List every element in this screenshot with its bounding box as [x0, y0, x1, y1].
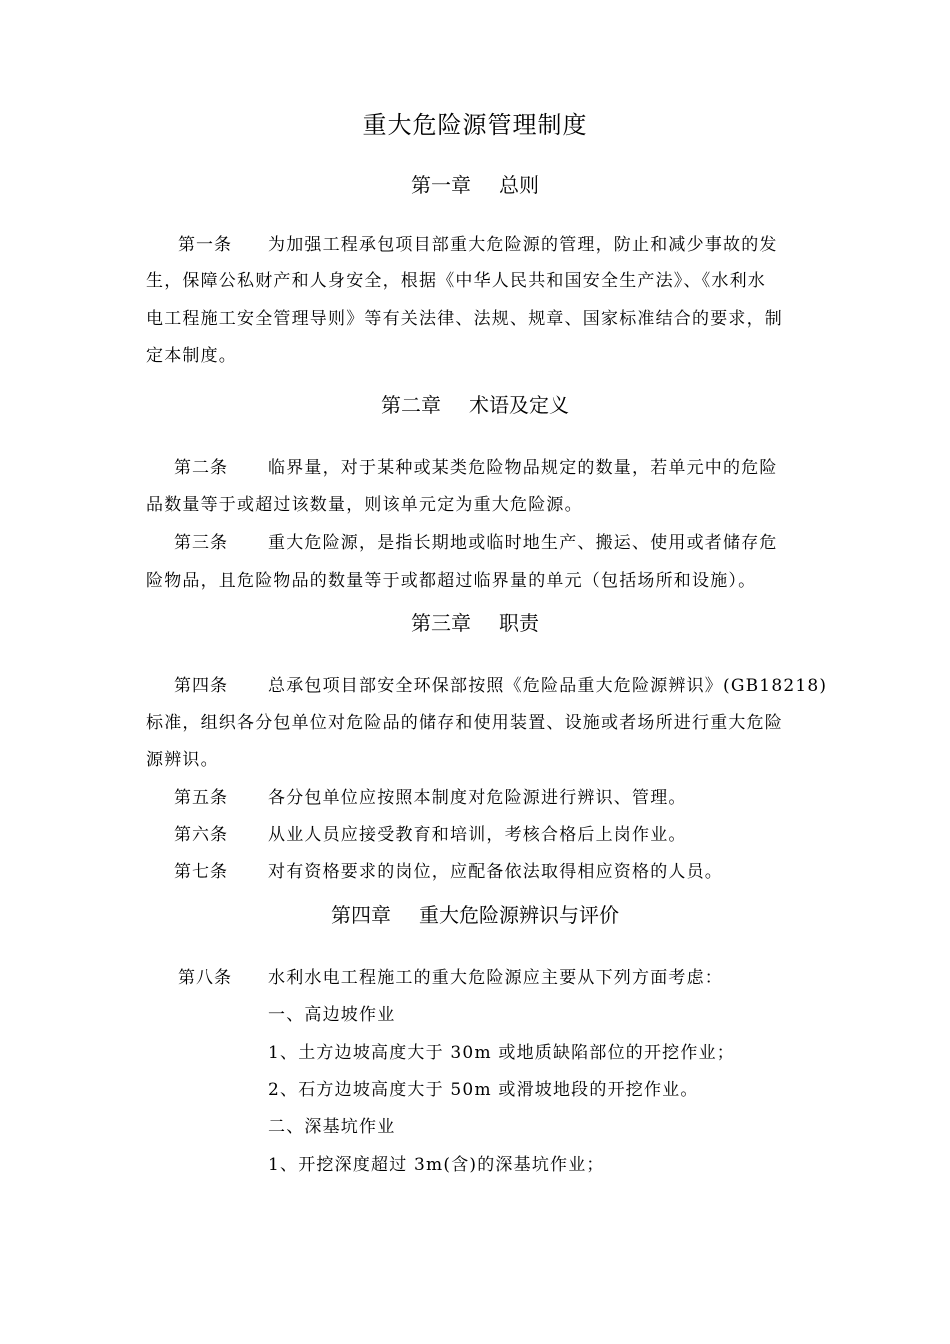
article-text: 各分包单位应按照本制度对危险源进行辨识、管理。	[268, 788, 687, 808]
chapter-name: 术语及定义	[469, 393, 569, 417]
list-item: 二、深基坑作业	[268, 1117, 396, 1137]
article-label: 第三条	[174, 533, 228, 553]
chapter-heading-4	[0, 900, 950, 930]
list-item: 1、土方边坡高度大于 30m 或地质缺陷部位的开挖作业；	[268, 1043, 735, 1063]
list-item: 1、开挖深度超过 3m(含)的深基坑作业；	[268, 1155, 605, 1175]
article-text: 险物品，且危险物品的数量等于或都超过临界量的单元（包括场所和设施）。	[146, 571, 757, 591]
chapter-name: 总则	[499, 173, 539, 197]
article-label: 第二条	[174, 458, 228, 478]
article-text: 临界量，对于某种或某类危险物品规定的数量，若单元中的危险	[268, 458, 778, 478]
article-text: 品数量等于或超过该数量，则该单元定为重大危险源。	[146, 495, 583, 515]
list-item: 2、石方边坡高度大于 50m 或滑坡地段的开挖作业。	[268, 1080, 699, 1100]
article-text: 为加强工程承包项目部重大危险源的管理，防止和减少事故的发	[268, 235, 778, 255]
article-text: 标准，组织各分包单位对危险品的储存和使用装置、设施或者场所进行重大危险	[146, 713, 783, 733]
chapter-heading-3	[0, 608, 950, 638]
article-text: 水利水电工程施工的重大危险源应主要从下列方面考虑：	[268, 968, 723, 988]
article-label: 第六条	[174, 825, 228, 845]
article-label: 第七条	[174, 862, 228, 882]
chapter-name: 重大危险源辨识与评价	[419, 903, 619, 927]
article-text: 电工程施工安全管理导则》等有关法律、法规、规章、国家标准结合的要求，制	[146, 309, 783, 329]
chapter-number: 第二章	[381, 393, 441, 417]
article-text: 重大危险源，是指长期地或临时地生产、搬运、使用或者储存危	[268, 533, 778, 553]
chapter-number: 第一章	[411, 173, 471, 197]
document-title: 重大危险源管理制度	[362, 111, 588, 139]
article-text: 总承包项目部安全环保部按照《危险品重大危险源辨识》(GB18218)	[268, 676, 828, 696]
article-label: 第八条	[178, 968, 232, 988]
article-text: 从业人员应接受教育和培训，考核合格后上岗作业。	[268, 825, 687, 845]
chapter-number: 第四章	[331, 903, 391, 927]
chapter-heading-2	[0, 390, 950, 420]
chapter-number: 第三章	[411, 611, 471, 635]
chapter-name: 职责	[499, 611, 539, 635]
article-label: 第四条	[174, 676, 228, 696]
article-label: 第一条	[178, 235, 232, 255]
article-text: 对有资格要求的岗位，应配备依法取得相应资格的人员。	[268, 862, 723, 882]
article-text: 定本制度。	[146, 346, 237, 366]
article-text: 生，保障公私财产和人身安全，根据《中华人民共和国安全生产法》、《水利水	[146, 271, 766, 291]
list-item: 一、高边坡作业	[268, 1005, 396, 1025]
article-label: 第五条	[174, 788, 228, 808]
article-text: 源辨识。	[146, 750, 219, 770]
chapter-heading-1	[0, 170, 950, 200]
